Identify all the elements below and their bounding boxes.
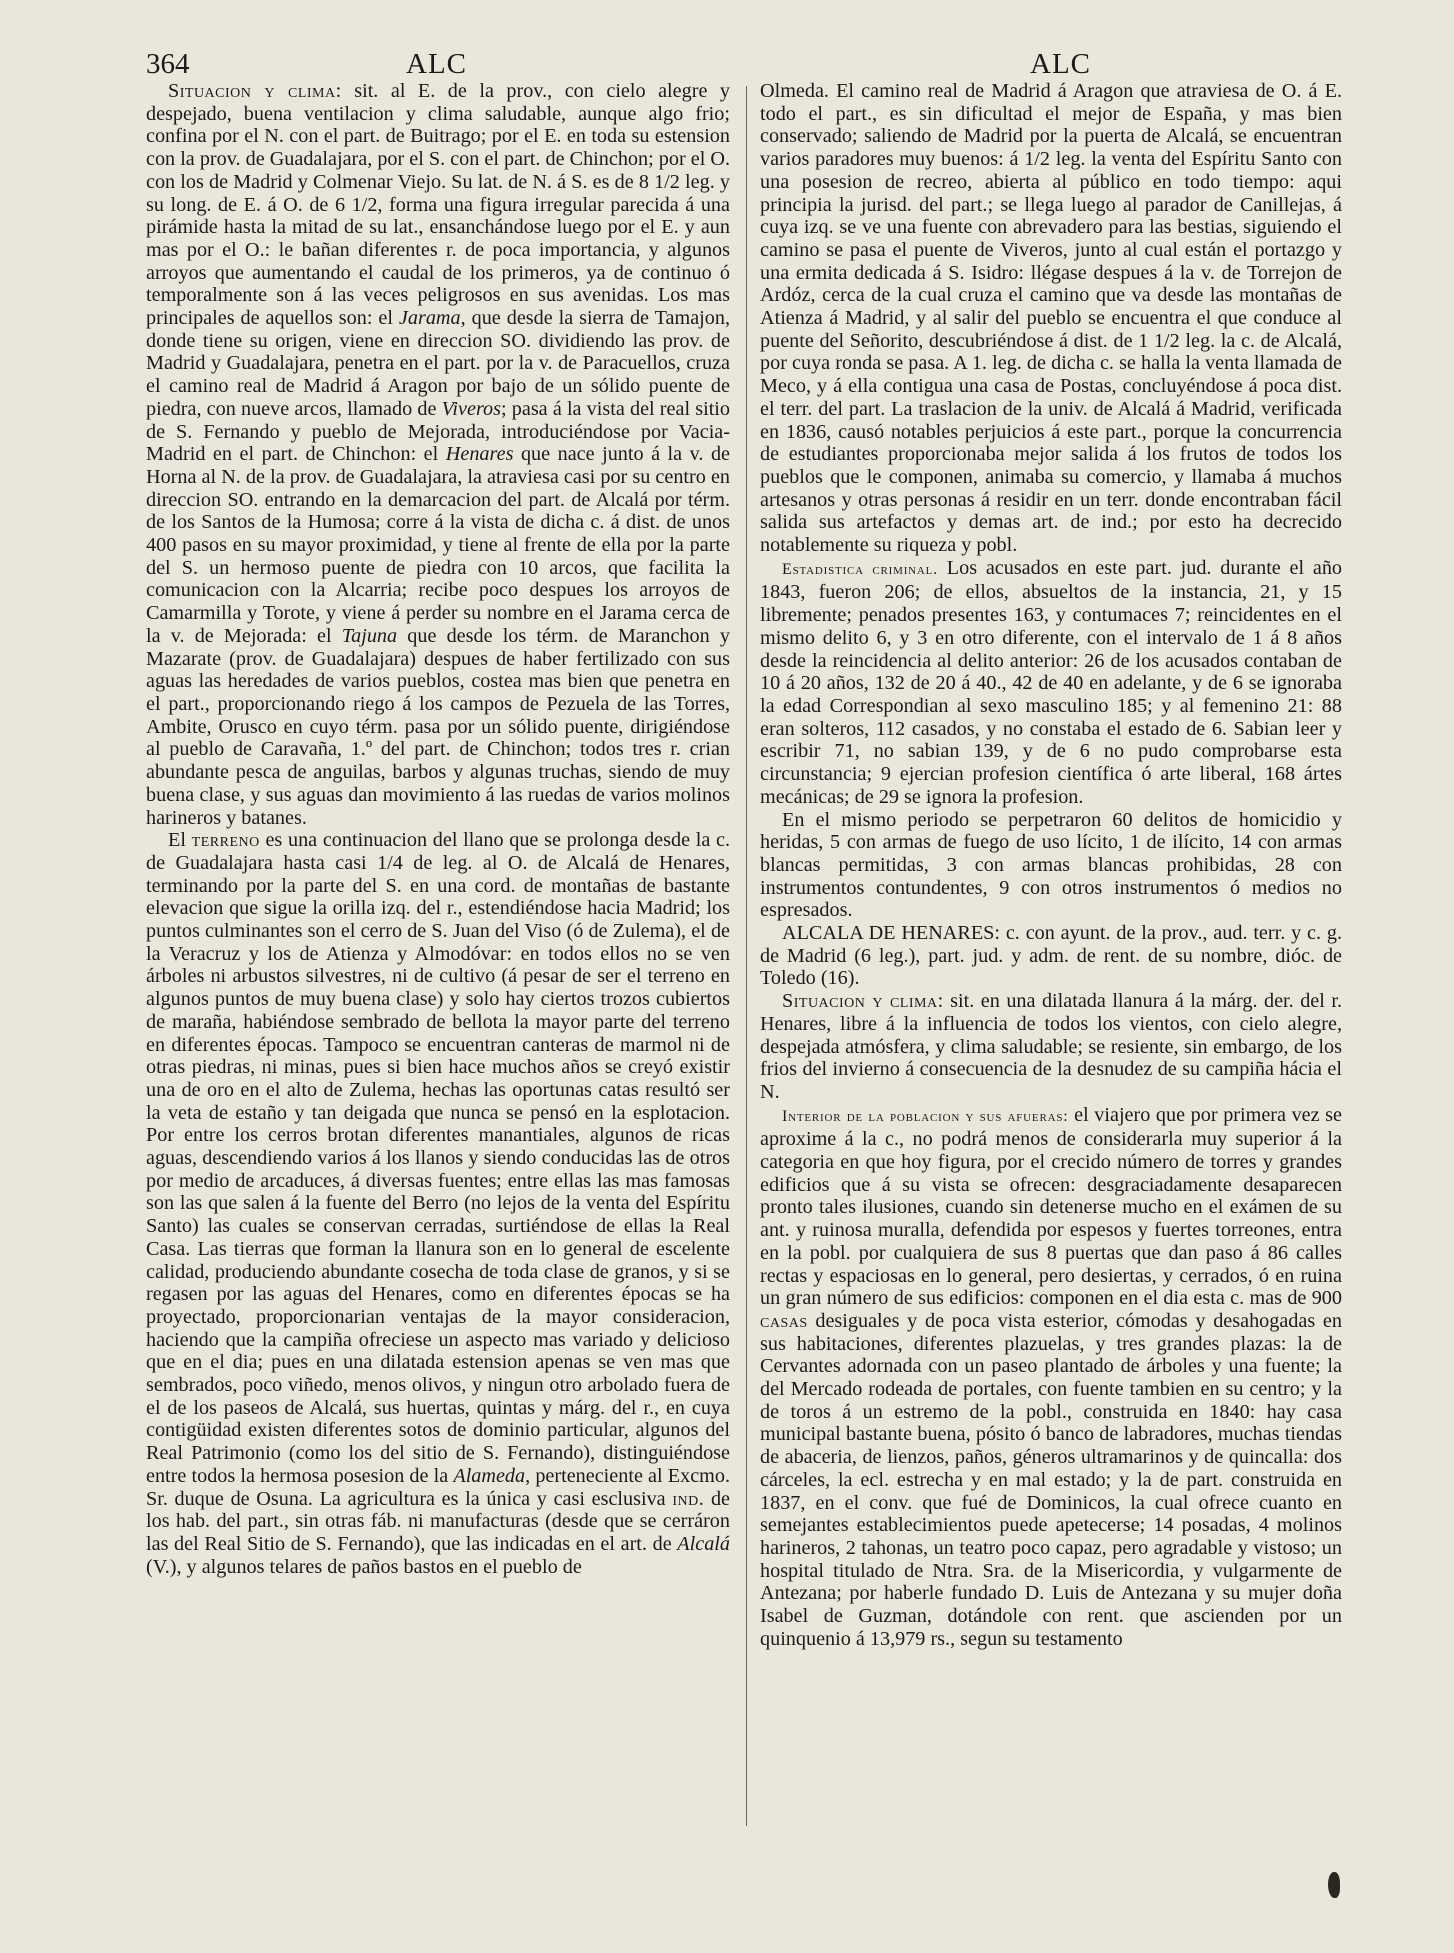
- right-column: [760, 80, 1342, 1830]
- paragraph-interior-poblacion: [760, 1104, 1342, 1651]
- paragraph-text: que desde los térm. de Maranchon y Mazarate (prov. de Guadalajara) despues de haber fertilizado con sus aguas las heredades de varios pueblos, costea mas bien que penetra en el part., proporcionando riego á los campos de Pezuela de las Torres, Ambite, Orusco en cuyo térm. pasa por un sólido puente, dirigiéndose al pueblo de Caravaña, 1.º del part. de Chinchon; todos tres r. crian abundante pesca de anguilas, barbos y algunas truchas, siendo de muy buena clase, y sus aguas dan movimiento á las ruedas de varios molinos harineros y batanes.: [146, 624, 730, 829]
- paragraph-terreno: [146, 829, 730, 1578]
- paragraph-camino-real: Olmeda. El camino real de Madrid á Aragon que atraviesa de O. á E. todo el part., es sin dificultad el mejor de España, y mas bien conservado; saliendo de Madrid por la puerta de Alcalá, se encuentran varios paradores muy buenos: á 1/2 leg. la venta del Espíritu Santo con una posesion de recreo, abierta al público en todo tiempo: aqui principia la jurisd. del part.; se llega luego al parador de Canillejas, á cuya izq. se ve una fuente con abrevadero para las bestias, siguiendo el camino se pasa el puente de Viveros, junto al cual están el portazgo y una ermita dedicada á S. Isidro: llégase despues á la v. de Torrejon de Ardóz, cerca de la cual cruza el camino que va desde las montañas de Atienza á Madrid, y al salir del pueblo se encuentra el que conduce al puente del Señorito, descubriéndose á dist. de 1 1/2 leg. la c. de Alcalá, por cuya ronda se pasa. A 1. leg. de dicha c. se halla la venta llamada de Meco, y á ella contigua una casa de Postas, concluyéndose á poca dist. el terr. del part. La traslacion de la univ. de Alcalá á Madrid, verificada en 1836, causó notables perjuicios á este part., porque la concurrencia de estudiantes proporcionaba mejor salida á los frutos de todos los pueblos que le componen, animaba su comercio, y llamaba á muchos artesanos y otras personas á residir en un terr. donde encontraban fácil salida sus artefactos y demas art. de ind.; por esto ha decrecido notablemente su riqueza y pobl.: [760, 80, 1342, 557]
- abbrev-ind: ind.: [672, 1487, 705, 1510]
- paragraph-estadistica: [760, 557, 1342, 809]
- abbrev-casas: casas: [760, 1309, 808, 1332]
- cross-reference: Alcalá: [677, 1533, 730, 1555]
- section-label: Situacion y clima:: [168, 80, 342, 102]
- running-head-left: ALC: [406, 48, 467, 80]
- left-column: [146, 80, 730, 1830]
- ink-blot: [1328, 1872, 1340, 1898]
- page-header: [0, 44, 1454, 84]
- page-number: 364: [146, 48, 190, 80]
- paragraph-text: , que desde la sierra de Tamajon, donde tiene su origen, viene en direccion SO. dividiendo las prov. de Madrid y Guadalajara, penetra en el part. por la v. de Paracuellos, cruza el camino real de Madrid á Aragon por bajo de un sólido puente de piedra, con nueve arcos, llamado de: [146, 307, 730, 420]
- paragraph-text: el viajero que por primera vez se aproxime á la c., no podrá menos de considerarla muy superior á la categoria en que hoy figura, por el crecido número de torres y grandes edificios que á su vista se ofrecen: desgraciadamente desaparecen pronto tales ilusiones, cuando sin detenerse mucho en el exámen de su ant. y ruinosa muralla, defendida por espesos y fuertes torreones, entra en la pobl. por cualquiera de sus 8 puertas que dan paso á 86 calles rectas y espaciosas en lo general, pero desiertas, y cerrados, ó en ruina un gran número de sus edificios: componen en el dia esta c. mas de 900: [760, 1103, 1342, 1310]
- paragraph-text: , perteneciente al Excmo. Sr. duque de Osuna. La agricultura es la única y casi esclusiva: [146, 1464, 730, 1510]
- paragraph-text: es una continuacion del llano que se prolonga desde la c. de Guadalajara hasta casi 1/4 de leg. al O. de Alcalá de Henares, terminando por la parte del S. en una cord. de montañas de bastante elevacion que sigue la orilla izq. del r., estendiéndose hacia Madrid; los puntos culminantes son el cerro de S. Juan del Viso (ó de Zulema), el de la Veracruz y los de Atienza y Almodóvar: en todos ellos no se ven árboles ni arbustos silvestres, ni de cultivo (á pesar de ser el terreno en algunos puntos de muy buena clase) y solo hay ciertos trozos cubiertos de maraña, habiéndose sembrado de bellota la mayor parte del terreno en diferentes épocas. Tampoco se encuentran canteras de marmol ni de otras piedras, ni minas, pues si bien hace muchos años se creyó existir una de oro en el alto de Zulema, hechas las oportunas catas resultó ser la veta de estaño y tan deigada que nunca se pensó en la esplotacion. Por entre los cerros brotan diferentes manantiales, algunos de ricas aguas, descendiendo varios á los llanos y siendo conducidas las de otros por medio de arcaduces, á diversas fuentes; entre ellas las mas famosas son las que salen á la fuente del Berro (no lejos de la venta del Espíritu Santo) las cuales se conservan cerradas, surtiéndose de ellas la Real Casa. Las tierras que forman la llanura son en lo general de escelente calidad, produciendo abundante cosecha de toda clase de granos, y si se regasen por las aguas del Henares, como en diferentes épocas se ha proyectado, proporcionarian ventajas de la mayor consideracion, haciendo que la campiña ofreciese un aspecto mas variado y delicioso que en el dia; pues en una dilatada estension apenas se ven mas que sembrados, poco viñedo, menos olivos, y ningun otro arbolado fuera de el de los paseos de Alcalá, sus huertas, quintas y márg. del r., en cuya contigüidad existen diferentes sotos de dominio particular, algunos del Real Patrimonio (como los del sitio de S. Fernando), distinguiéndose entre todos la hermosa posesion de la: [146, 829, 730, 1487]
- paragraph-text: sit. al E. de la prov., con cielo alegre y despejado, buena ventilacion y clima saludable, aunque algo frio; confina por el N. con el part. de Buitrago; por el E. en toda su estension con la prov. de Guadalajara, por el S. con el part. de Chinchon; por el O. con los de Madrid y Colmenar Viejo. Su lat. de N. á S. es de 8 1/2 leg. y su long. de E. á O. de 6 1/2, forma una figura irregular parecida á una pirámide hasta la mitad de su lat., ensanchándose luego por el E. y aun mas por el O.: le bañan diferentes r. de poca importancia, y algunos arroyos que aumentando el caudal de los primeros, ya de continuo ó temporalmente son á las veces peligrosos en sus avenidas. Los mas principales de aquellos son: el: [146, 80, 730, 330]
- river-name: Jarama: [398, 307, 461, 330]
- paragraph-text: sit. en una dilatada llanura á la márg. der. del r. Henares, libre á la influencia de todos los vientos, con cielo alegre, despejada atmósfera, y clima saludable; se resiente, sin embargo, de los frios del invierno á consecuencia de la desnudez de su campiña hácia el N.: [760, 990, 1342, 1103]
- paragraph-text: ; pasa á la vista del real sitio de S. Fernando y pueblo de Mejorada, introduciéndose por Vacia-Madrid en el part. de Chinchon: el: [146, 397, 730, 466]
- paragraph-text: (V.), y algunos telares de paños bastos en el pueblo de: [146, 1555, 582, 1578]
- section-label: Interior de la poblacion y sus afueras:: [782, 1107, 1069, 1125]
- paragraph-text: de los hab. del part., sin otras fáb. ni manufacturas (desde que se cerráron las del Real Sitio de S. Fernando), que las indicadas en el art. de: [146, 1487, 730, 1555]
- section-label: Situacion y clima:: [782, 990, 944, 1013]
- running-head-right: ALC: [1030, 48, 1091, 80]
- river-name: Henares: [445, 443, 514, 466]
- river-name: Tajuna: [341, 624, 398, 647]
- estate-name: Alameda: [453, 1464, 526, 1487]
- paragraph-situacion-clima-alcala: [760, 990, 1342, 1104]
- paragraph-text: que nace junto á la v. de Horna al N. de la prov. de Guadalajara, la atraviesa casi por su centro en direccion SO. entrando en la demarcacion del part. de Alcalá por térm. de los Santos de la Humosa; corre á la vista de dicha c. á dist. de unos 400 pasos en su mayor proximidad, y tiene al frente de ella por la parte del S. un hermoso puente de piedra con 10 arcos, que facilita la comunicacion con la Alcarria; recibe poco despues los arroyos de Camarmilla y Torote, y viene á perder su nombre en el Jarama cerca de la v. de Mejorada: el: [146, 443, 730, 647]
- paragraph-situacion-clima: [146, 80, 730, 829]
- paragraph-text: desiguales y de poca vista esterior, cómodas y desahogadas en sus habitaciones, diferentes plazuelas, y tres grandes plazas: la de Cervantes adornada con un paseo plantado de árboles y una fuente; la del Mercado rodeada de portales, con fuente tambien en su centro; y la de toros á un estremo de la pobl., construida en 1840: hay casa municipal bastante buena, pósito ó banco de labradores, muchas tiendas de abaceria, de lienzos, paños, géneros ultramarinos y de quincalla: dos cárceles, la ecl. estrecha y en mal estado; y la de part. construida en 1837, en el conv. que fué de Dominicos, la cual ofrece cuanto en semejantes establecimientos puede apetecerse; 14 posadas, 4 molinos harineros, 2 tahonas, un teatro poco capaz, pero agradable y vistoso; un hospital titulado de Ntra. Sra. de la Misericordia, y vulgarmente de Antezana; por haberle fundado D. Luis de Antezana y su mujer doña Isabel de Guzman, dotándole con rent. que ascienden por un quinquenio á 13,979 rs., segun su testamento: [760, 1309, 1342, 1650]
- column-divider: [746, 86, 747, 1826]
- section-label: terreno: [191, 829, 260, 852]
- bridge-name: Viveros: [441, 397, 501, 420]
- entry-alcala-de-henares: ALCALA DE HENARES: c. con ayunt. de la prov., aud. terr. y c. g. de Madrid (6 leg.), part. jud. y adm. de rent. de su nombre, dióc. de Toledo (16).: [760, 922, 1342, 990]
- paragraph-text: El: [168, 829, 186, 852]
- section-label: Estadistica criminal.: [782, 560, 938, 578]
- paragraph-text: Los acusados en este part. jud. durante el año 1843, fueron 206; de ellos, absueltos de la instancia, 21, y 15 libremente; penados presentes 163, y contumaces 7; reincidentes en el mismo delito 6, y 3 en otro diferente, con el intervalo de 1 á 8 años desde la reincidencia al delito anterior: 26 de los acusados contaban de 10 á 20 años, 132 de 20 á 40., 42 de 40 en adelante, y de 6 se ignoraba la edad Correspondian al sexo masculino 185; y al femenino 21: 88 eran solteros, 112 casados, y no constaba el estado de 6. Sabian leer y escribir 71, no sabian 139, y de 6 no pudo comprobarse esta circunstancia; 9 ejercian profesion científica ó arte liberal, 168 ártes mecánicas; de 29 se ignora la profesion.: [760, 556, 1342, 808]
- paragraph-delitos: En el mismo periodo se perpetraron 60 delitos de homicidio y heridas, 5 con armas de fuego de uso lícito, 1 de ilícito, 14 con armas blancas permitidas, 3 con armas blancas prohibidas, 28 con instrumentos contundentes, 9 con otros instrumentos ó medios no espresados.: [760, 808, 1342, 922]
